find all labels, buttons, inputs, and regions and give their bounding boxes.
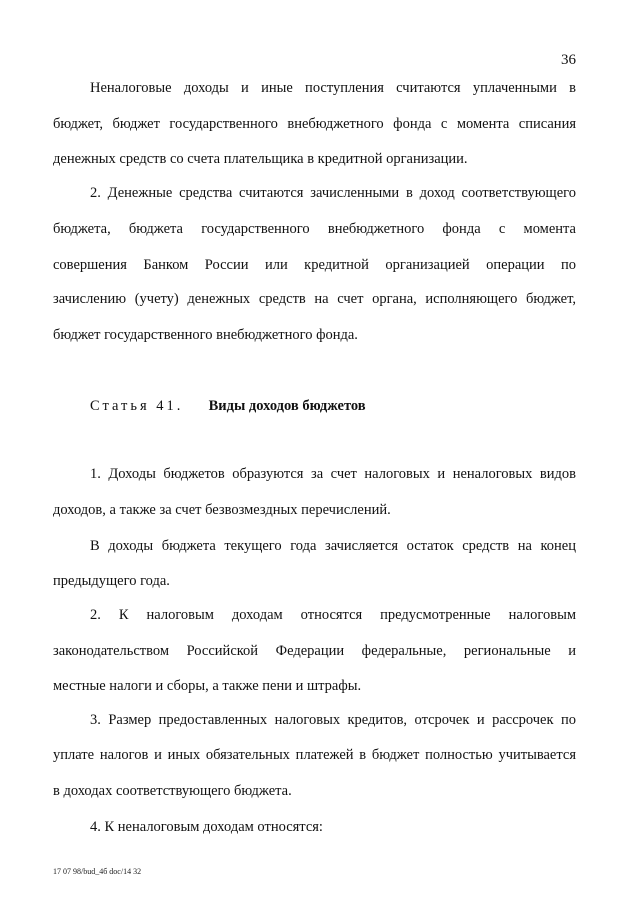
article-heading (90, 397, 576, 415)
page-number: 36 (561, 52, 576, 68)
article-title: Виды доходов бюджетов (208, 398, 366, 414)
text-line: уплате налогов и иных обязательных платежей в бюджет полностью учитывается (53, 747, 576, 763)
text-line: совершения Банком России или кредитной организацией операции по (53, 257, 576, 273)
text-line: местные налоги и сборы, а также пени и штрафы. (53, 678, 362, 694)
text-line: 3. Размер предоставленных налоговых кредитов, отсрочек и рассрочек по (90, 712, 576, 728)
text-line: бюджета, бюджета государственного внебюджетного фонда с момента (53, 221, 576, 237)
text-line: 2. К налоговым доходам относятся предусмотренные налоговым (90, 607, 576, 623)
article-label: Статья 41. (90, 398, 184, 414)
text-line: Неналоговые доходы и иные поступления считаются уплаченными в (90, 80, 576, 96)
text-line: 2. Денежные средства считаются зачисленными в доход соответствующего (90, 185, 576, 201)
text-line: 4. К неналоговым доходам относятся: (90, 819, 323, 835)
text-line: законодательством Российской Федерации федеральные, региональные и (53, 643, 576, 659)
text-line: денежных средств со счета плательщика в кредитной организации. (53, 151, 468, 167)
text-line: В доходы бюджета текущего года зачисляется остаток средств на конец (90, 538, 576, 554)
text-line: в доходах соответствующего бюджета. (53, 783, 292, 799)
text-line: бюджет, бюджет государственного внебюджетного фонда с момента списания (53, 116, 576, 132)
text-line: зачислению (учету) денежных средств на счет органа, исполняющего бюджет, (53, 291, 576, 307)
text-line: 1. Доходы бюджетов образуются за счет налоговых и неналоговых видов (90, 466, 576, 482)
text-line: бюджет государственного внебюджетного фонда. (53, 327, 358, 343)
text-line: доходов, а также за счет безвозмездных перечислений. (53, 502, 391, 518)
footer-file-reference: 17 07 98/bud_4б doc/14 32 (53, 867, 142, 876)
text-line: предыдущего года. (53, 573, 170, 589)
